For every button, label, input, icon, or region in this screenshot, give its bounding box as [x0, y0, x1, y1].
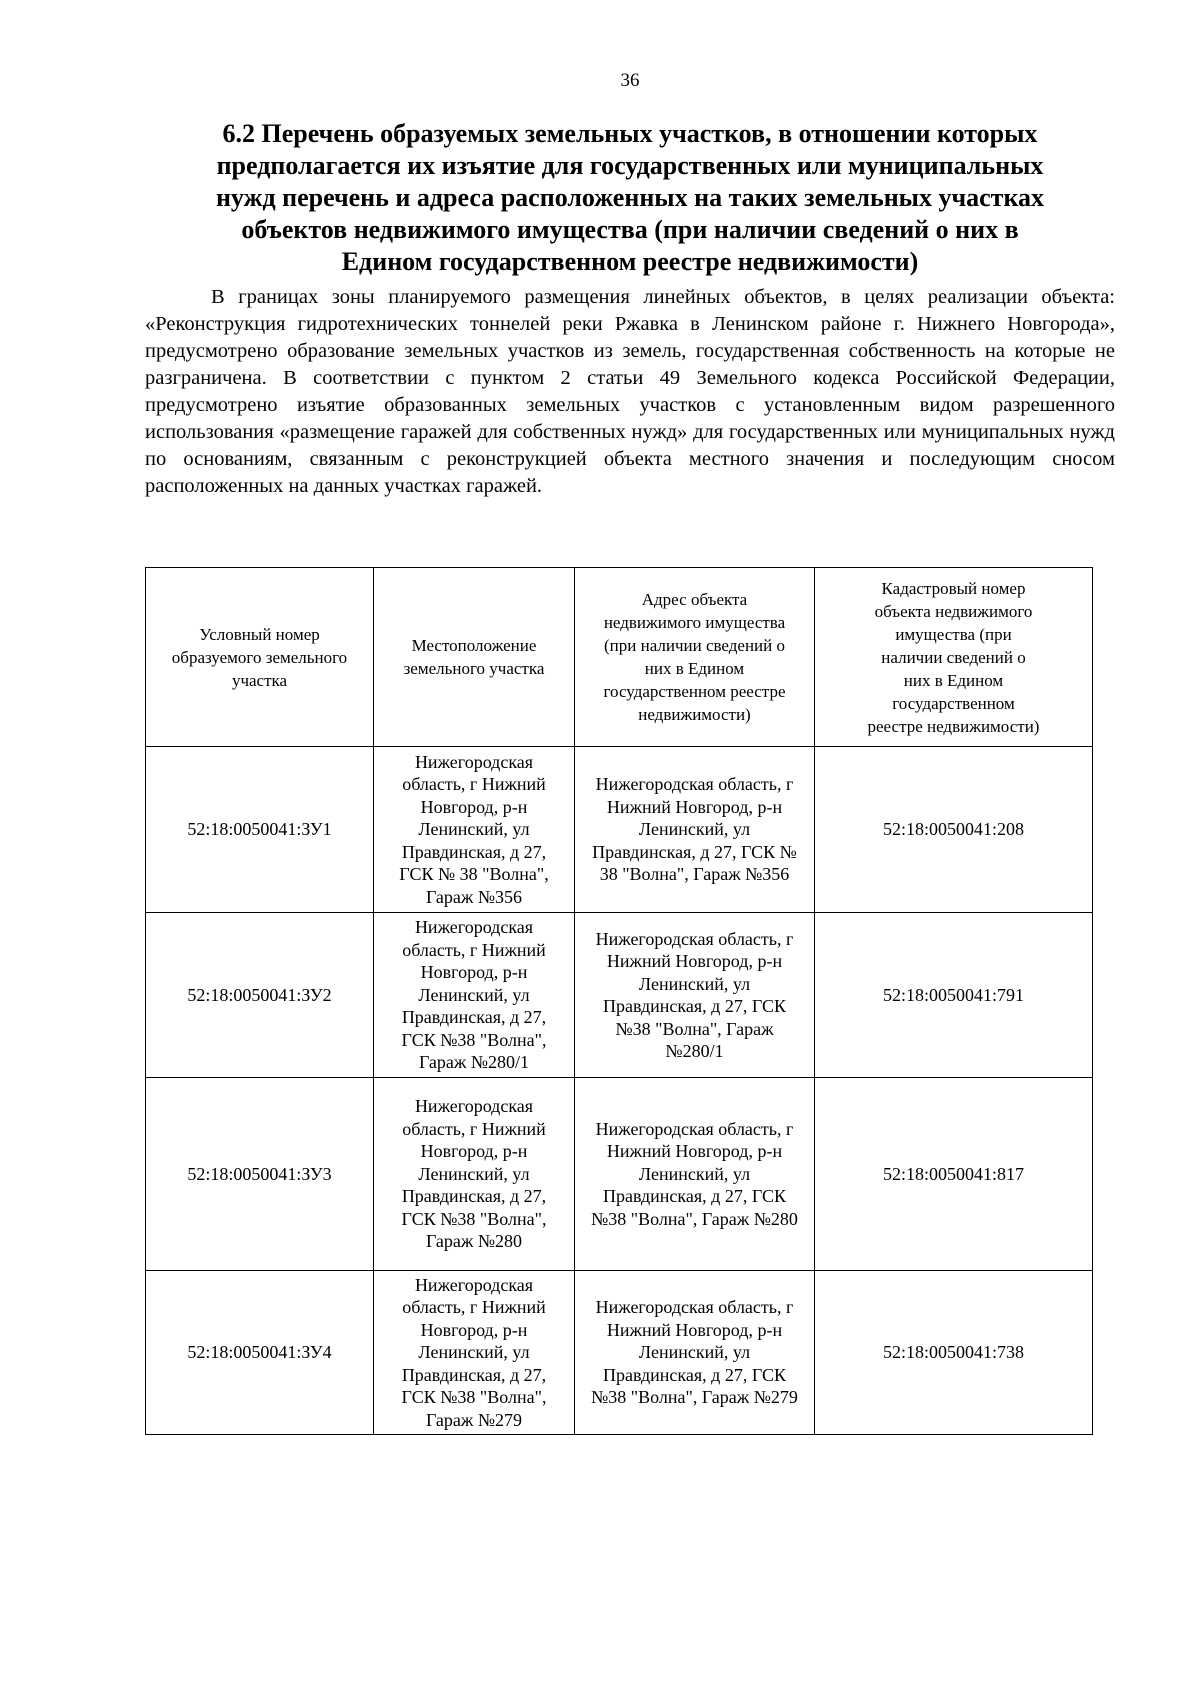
address-cell: Нижегородская область, г Нижний Новгород, р-н Ленинский, ул Правдинская, д 27, ГСК № 38 "Волна", Гараж №356: [575, 747, 815, 913]
address-cell: Нижегородская область, г Нижний Новгород, р-н Ленинский, ул Правдинская, д 27, ГСК №38 "Волна", Гараж №280: [575, 1078, 815, 1271]
heading-line: предполагается их изъятие для государственных или муниципальных: [216, 151, 1044, 180]
table-row: [146, 747, 1093, 913]
header-plot-number: Условный номер образуемого земельного участка: [146, 568, 374, 747]
table-row: [146, 1271, 1093, 1435]
section-heading: [145, 118, 1115, 278]
location-cell: Нижегородская область, г Нижний Новгород, р-н Ленинский, ул Правдинская, д 27, ГСК №38 "Волна", Гараж №280: [374, 1078, 575, 1271]
table-row: [146, 913, 1093, 1078]
header-location: Местоположение земельного участка: [374, 568, 575, 747]
location-cell: Нижегородская область, г Нижний Новгород, р-н Ленинский, ул Правдинская, д 27, ГСК №38 "Волна", Гараж №280/1: [374, 913, 575, 1078]
plot-number-cell: 52:18:0050041:ЗУ2: [146, 913, 374, 1078]
cadastral-number-cell: 52:18:0050041:817: [815, 1078, 1093, 1271]
heading-line: Едином государственном реестре недвижимости): [341, 247, 919, 276]
heading-line: 6.2 Перечень образуемых земельных участков, в отношении которых: [222, 119, 1038, 148]
heading-line: нужд перечень и адреса расположенных на таких земельных участках: [215, 183, 1045, 212]
cadastral-number-cell: 52:18:0050041:208: [815, 747, 1093, 913]
address-cell: Нижегородская область, г Нижний Новгород, р-н Ленинский, ул Правдинская, д 27, ГСК №38 "Волна", Гараж №280/1: [575, 913, 815, 1078]
header-cadastral-number: Кадастровый номер объекта недвижимого имущества (при наличии сведений о них в Едином государственном реестре недвижимости): [815, 568, 1093, 747]
intro-paragraph: В границах зоны планируемого размещения линейных объектов, в целях реализации объекта: «Реконструкция гидротехнических тоннелей реки Ржавка в Ленинском районе г. Нижнего Новгорода», предусмотрено образование земельных участков из земель, государственная собственность на которые не разграничена. В соответствии с пунктом 2 статьи 49 Земельного кодекса Российской Федерации, предусмотрено изъятие образованных земельных участков с установленным видом разрешенного использования «размещение гаражей для собственных нужд» для государственных или муниципальных нужд по основаниям, связанным с реконструкцией объекта местного значения и последующим сносом расположенных на данных участках гаражей.: [145, 286, 1115, 497]
location-cell: Нижегородская область, г Нижний Новгород, р-н Ленинский, ул Правдинская, д 27, ГСК № 38 "Волна", Гараж №356: [374, 747, 575, 913]
cadastral-number-cell: 52:18:0050041:791: [815, 913, 1093, 1078]
table-header-row: [146, 568, 1093, 747]
heading-line: объектов недвижимого имущества (при наличии сведений о них в: [241, 215, 1019, 244]
table-row: [146, 1078, 1093, 1271]
plot-number-cell: 52:18:0050041:ЗУ4: [146, 1271, 374, 1435]
plot-number-cell: 52:18:0050041:ЗУ3: [146, 1078, 374, 1271]
address-cell: Нижегородская область, г Нижний Новгород, р-н Ленинский, ул Правдинская, д 27, ГСК №38 "Волна", Гараж №279: [575, 1271, 815, 1435]
page-number: 36: [620, 70, 640, 91]
cadastral-number-cell: 52:18:0050041:738: [815, 1271, 1093, 1435]
header-address: Адрес объекта недвижимого имущества (при наличии сведений о них в Едином государственном реестре недвижимости): [575, 568, 815, 747]
land-plots-table: [145, 567, 1093, 1435]
location-cell: Нижегородская область, г Нижний Новгород, р-н Ленинский, ул Правдинская, д 27, ГСК №38 "Волна", Гараж №279: [374, 1271, 575, 1435]
plot-number-cell: 52:18:0050041:ЗУ1: [146, 747, 374, 913]
